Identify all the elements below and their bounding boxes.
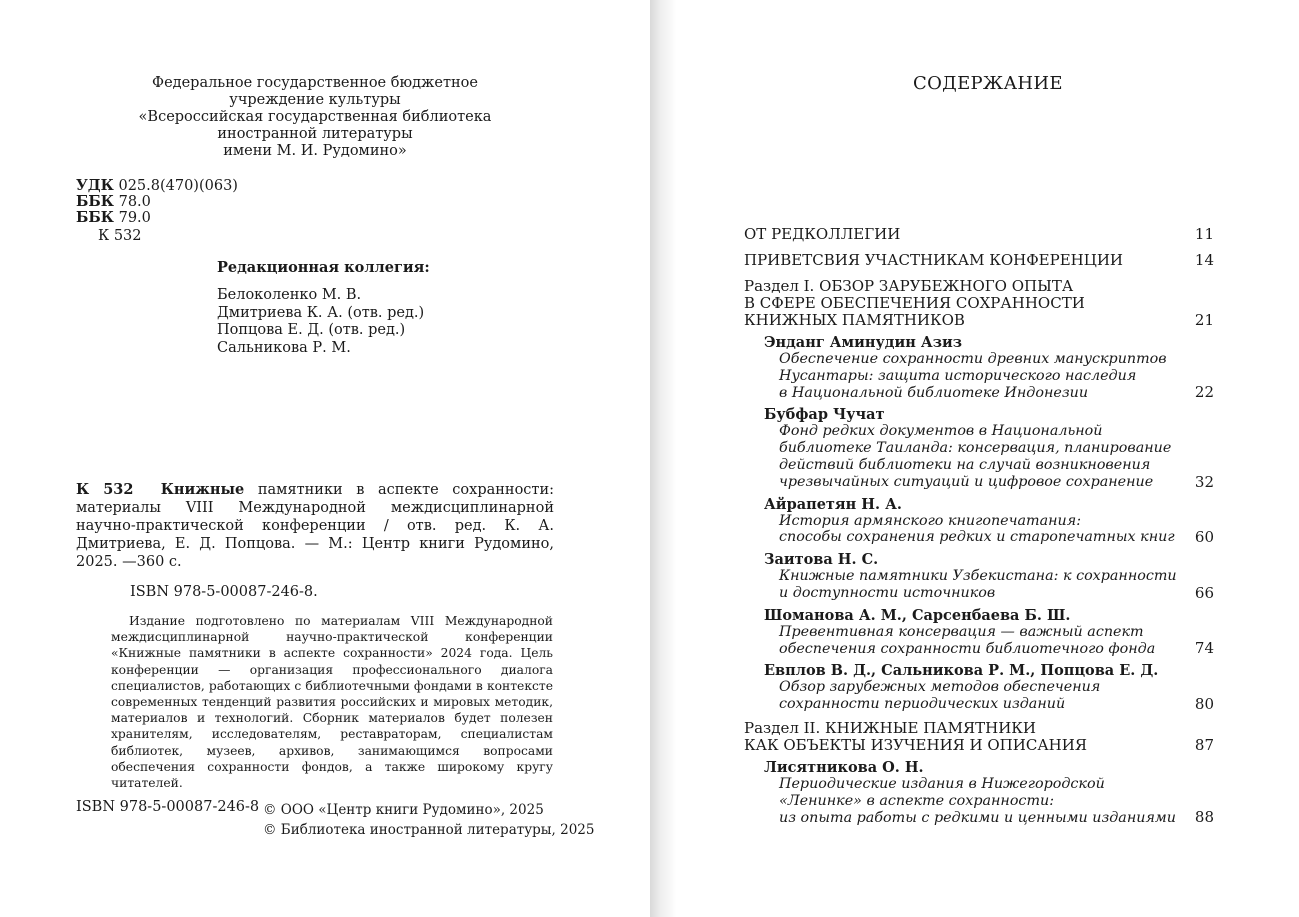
article-title-line: Книжные памятники Узбекистана: к сохранности <box>779 568 1177 585</box>
udk-label: УДК <box>76 177 114 194</box>
article-title-line: сохранности периодических изданий <box>779 696 1066 713</box>
article-author: Лисятникова О. Н. <box>764 758 924 776</box>
org-line: «Всероссийская государственная библиотека <box>138 109 492 125</box>
biblio-description: памятники в аспекте сохранности: материалы VIII Международной междисциплинарной научно-практической конференции / отв. ред. К. А. Дмитриева, Е. Д. Попцова. — М.: Центр книги Рудомино, 2025. —360 с. <box>76 482 554 570</box>
toc-article <box>744 551 1214 602</box>
article-title-line: из опыта работы с редкими и ценными изданиями <box>779 809 1176 826</box>
udk-value: 025.8(470)(063) <box>118 178 238 194</box>
article-title <box>744 776 1174 826</box>
article-title-line: чрезвычайных ситуаций и цифровое сохранение <box>779 473 1154 490</box>
bbk-value: 79.0 <box>118 210 151 226</box>
page-number: 32 <box>1194 472 1214 491</box>
article-author: Шоманова А. М., Сарсенбаева Б. Ш. <box>764 606 1071 624</box>
article-title <box>744 423 1174 490</box>
section-title-line: Раздел I. ОБЗОР ЗАРУБЕЖНОГО ОПЫТА <box>744 277 1074 295</box>
section-title-line: КНИЖНЫХ ПАМЯТНИКОВ <box>744 311 965 329</box>
toc-section <box>744 720 1214 754</box>
toc-article <box>744 406 1214 490</box>
article-title-line: и доступности источников <box>779 584 996 601</box>
contents-title: СОДЕРЖАНИЕ <box>913 73 1063 94</box>
toc-article <box>744 662 1214 713</box>
board-member: Белоколенко М. В. <box>217 287 362 303</box>
bbk-label: ББК <box>76 193 114 210</box>
article-title-line: Нусантары: защита исторического наследия <box>779 367 1137 384</box>
page-number: 14 <box>1194 251 1214 269</box>
section-title-line: ПРИВЕТСВИЯ УЧАСТНИКАМ КОНФЕРЕНЦИИ <box>744 251 1123 269</box>
section-title-line: КАК ОБЪЕКТЫ ИЗУЧЕНИЯ И ОПИСАНИЯ <box>744 735 1087 754</box>
biblio-title-word: Книжные <box>160 481 245 498</box>
article-title-line: Фонд редких документов в Национальной <box>779 423 1103 440</box>
board-member: Попцова Е. Д. (отв. ред.) <box>217 322 406 338</box>
page-number: 60 <box>1194 528 1214 547</box>
org-line: Федеральное государственное бюджетное <box>152 75 478 91</box>
toc-section <box>744 278 1214 329</box>
article-title-line: в Национальной библиотеке Индонезии <box>779 384 1089 401</box>
page-number: 22 <box>1194 383 1214 402</box>
article-title-line: История армянского книгопечатания: <box>779 512 1082 529</box>
page-number: 11 <box>1194 225 1214 243</box>
biblio-code: К 532 <box>76 481 134 498</box>
page-number: 87 <box>1194 735 1214 754</box>
article-author: Евплов В. Д., Сальникова Р. М., Попцова Е. Д. <box>764 662 1159 680</box>
article-author: Айрапетян Н. А. <box>764 495 902 513</box>
board-member: Дмитриева К. А. (отв. ред.) <box>217 304 425 321</box>
toc-article <box>744 759 1214 826</box>
toc-article <box>744 334 1214 401</box>
editorial-board-list <box>217 287 424 357</box>
page-number: 66 <box>1194 583 1214 602</box>
article-title-line: библиотеке Таиланда: консервация, планирование <box>779 440 1172 457</box>
board-member: Сальникова Р. М. <box>217 339 351 356</box>
page-number: 74 <box>1194 639 1214 658</box>
org-line: иностранной литературы <box>217 126 413 142</box>
right-page <box>676 0 1299 917</box>
article-title <box>744 624 1174 658</box>
page-number: 21 <box>1194 311 1214 329</box>
editorial-board-title: Редакционная коллегия: <box>217 259 430 276</box>
bbk-label: ББК <box>76 209 114 226</box>
book-gutter <box>650 0 676 917</box>
copyright-block <box>263 800 595 840</box>
author-sign: К 532 <box>98 228 142 244</box>
article-title-line: Периодические издания в Нижегородской <box>779 775 1105 792</box>
bibliographic-record <box>76 481 554 571</box>
copyright-line: © ООО «Центр книги Рудомино», 2025 <box>263 802 544 818</box>
article-author: Заитова Н. С. <box>764 551 879 569</box>
annotation: Издание подготовлено по материалам VIII Международной междисциплинарной научно-практической конференции «Книжные памятники в аспекте сохранности» 2024 года. Цель конференции — организация профессионального диалога специалистов, работающих с библиотечными фондами в контексте современных тенденций развития российских и мировых методик, материалов и технологий. Сборник материалов будет полезен хранителям, исследователям, реставраторам, специалистам библиотек, музеев, архивов, занимающимся вопросами обеспечения сохранности фондов, а также широкому кругу читателей. <box>111 614 553 791</box>
classification-codes <box>76 178 238 244</box>
article-author: Бубфар Чучат <box>764 406 885 424</box>
article-title-line: Превентивная консервация — важный аспект <box>779 623 1144 640</box>
article-title-line: Обзор зарубежных методов обеспечения <box>779 679 1101 696</box>
isbn-bottom: ISBN 978-5-00087-246-8 <box>76 799 260 815</box>
toc-section <box>744 252 1214 269</box>
page-number: 80 <box>1194 694 1214 713</box>
page-number: 88 <box>1194 808 1214 827</box>
article-title-line: действий библиотеки на случай возникновения <box>779 456 1151 473</box>
bbk-value: 78.0 <box>118 194 151 210</box>
article-title <box>744 568 1177 602</box>
section-title-line: Раздел II. КНИЖНЫЕ ПАМЯТНИКИ <box>744 718 1036 737</box>
isbn-line: ISBN 978-5-00087-246-8. <box>130 584 318 600</box>
publisher-organization <box>100 75 530 160</box>
article-title-line: способы сохранения редких и старопечатных книг <box>779 529 1175 546</box>
article-title-line: Обеспечение сохранности древних манускриптов <box>779 351 1167 367</box>
section-title-line: В СФЕРЕ ОБЕСПЕЧЕНИЯ СОХРАННОСТИ <box>744 294 1085 312</box>
article-author: Энданг Аминудин Азиз <box>764 334 962 351</box>
org-line: имени М. И. Рудомино» <box>223 143 407 159</box>
table-of-contents <box>744 226 1214 826</box>
org-line: учреждение культуры <box>229 92 401 108</box>
toc-article <box>744 496 1214 547</box>
article-title <box>744 513 1174 547</box>
toc-article <box>744 607 1214 658</box>
article-title-line: обеспечения сохранности библиотечного фонда <box>779 640 1156 657</box>
copyright-line: © Библиотека иностранной литературы, 2025 <box>263 822 595 838</box>
article-title-line: «Ленинке» в аспекте сохранности: <box>779 792 1055 809</box>
toc-section <box>744 226 1214 243</box>
section-title-line: ОТ РЕДКОЛЛЕГИИ <box>744 225 901 243</box>
article-title <box>744 679 1174 713</box>
article-title <box>744 351 1174 401</box>
